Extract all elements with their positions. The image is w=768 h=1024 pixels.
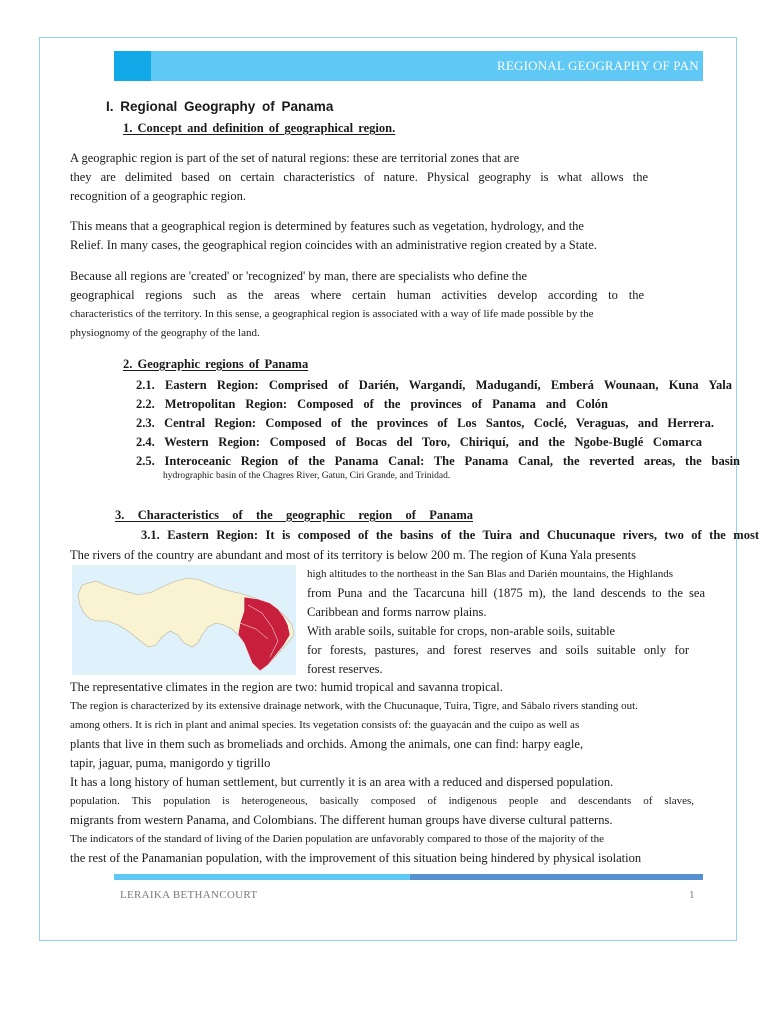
text-line: forest reserves. [307, 662, 383, 676]
text-line: It has a long history of human settlement, but currently it is an area with a reduced and dispersed population. [70, 775, 614, 789]
beside-map-text [307, 565, 707, 679]
text-line: A geographic region is part of the set of natural regions: these are territorial zones that are [70, 151, 520, 165]
section1-paragraph2 [70, 217, 597, 255]
footer-line-right [410, 874, 703, 880]
text-line: With arable soils, suitable for crops, non-arable soils, suitable [307, 624, 616, 638]
header-bar [114, 51, 703, 81]
section3-subtitle-text: 3.1. Eastern Region: It is composed of the basins of the Tuira and Chucunaque rivers, two of the most [141, 528, 759, 542]
section3-title-text: 3. Characteristics of the geographic region of Panama [115, 508, 473, 522]
header-title: REGIONAL GEOGRAPHY OF PAN [497, 58, 699, 73]
after-map-text [70, 678, 694, 868]
text-line: physiognomy of the geography of the land. [70, 327, 260, 339]
text-line: plants that live in them such as bromeliads and orchids. Among the animals, one can find: harpy eagle, [70, 737, 584, 751]
list-item: 2.1. Eastern Region: Comprised of Darién, Wargandí, Madugandí, Emberá Wounaan, Kuna Yala [136, 378, 732, 392]
section2-note: hydrographic basin of the Chagres River, Gatun, Ciri Grande, and Trinidad. [163, 471, 451, 481]
text-line: Caribbean and forms narrow plains. [307, 605, 487, 619]
list-item: 2.4. Western Region: Composed of Bocas del Toro, Chiriquí, and the Ngobe-Buglé Comarca [136, 435, 702, 449]
panama-map-icon [72, 565, 296, 675]
text-line: The indicators of the standard of living of the Darien population are unfavorably compared to those of the majority of the [70, 833, 604, 845]
section3-title [115, 508, 473, 523]
main-heading [106, 99, 333, 114]
section1-paragraph1 [70, 149, 648, 206]
text-line: This means that a geographical region is determined by features such as vegetation, hydrology, and the [70, 219, 584, 233]
text-line: tapir, jaguar, puma, manigordo y tigrillo [70, 756, 271, 770]
header-accent [114, 51, 151, 81]
footer-line-left [114, 874, 410, 880]
heading-number: I. [106, 99, 114, 114]
list-item: 2.2. Metropolitan Region: Composed of the provinces of Panama and Colón [136, 397, 608, 411]
section1-title: 1. Concept and definition of geographical region. [123, 121, 396, 135]
text-line: migrants from western Panama, and Colombians. The different human groups have diverse cultural patterns. [70, 813, 613, 827]
text-line: among others. It is rich in plant and animal species. Its vegetation consists of: the guayacán and the cuipo as well as [70, 719, 580, 731]
text-line: Because all regions are 'created' or 'recognized' by man, there are specialists who define the [70, 269, 528, 283]
list-item: 2.3. Central Region: Composed of the provinces of Los Santos, Coclé, Veraguas, and Herrera. [136, 416, 714, 430]
text-line: high altitudes to the northeast in the San Blas and Darién mountains, the Highlands [307, 568, 673, 580]
regions-list [136, 376, 740, 471]
text-line: recognition of a geographic region. [70, 189, 246, 203]
text-line: from Puna and the Tacarcuna hill (1875 m), the land descends to the sea [307, 586, 705, 600]
list-item: 2.5. Interoceanic Region of the Panama Canal: The Panama Canal, the reverted areas, the basin [136, 454, 740, 468]
text-line: The region is characterized by its extensive drainage network, with the Chucunaque, Tuira, Tigre, and Sábalo rivers standing out. [70, 700, 638, 712]
text-line: characteristics of the territory. In this sense, a geographical region is associated with a way of life made possible by the [70, 308, 594, 320]
text-line: for forests, pastures, and forest reserves and soils suitable only for [307, 643, 689, 657]
text-line: The representative climates in the region are two: humid tropical and savanna tropical. [70, 680, 503, 694]
section3-line1: The rivers of the country are abundant and most of its territory is below 200 m. The region of Kuna Yala presents [70, 548, 636, 562]
heading-title: Regional Geography of Panama [120, 99, 334, 114]
section3-subtitle [141, 528, 759, 543]
footer-page-number: 1 [689, 889, 695, 901]
footer-author: LERAIKA BETHANCOURT [120, 889, 258, 901]
section1-paragraph3 [70, 267, 644, 343]
section2-title: 2. Geographic regions of Panama [123, 357, 309, 371]
text-line: Relief. In many cases, the geographical region coincides with an administrative region created by a State. [70, 238, 597, 252]
text-line: geographical regions such as the areas where certain human activities develop according to the [70, 288, 644, 302]
text-line: they are delimited based on certain characteristics of nature. Physical geography is what allows the [70, 170, 648, 184]
text-line: the rest of the Panamanian population, with the improvement of this situation being hindered by physical isolation [70, 851, 642, 865]
text-line: population. This population is heterogeneous, basically composed of indigenous people and descendants of slaves, [70, 795, 694, 807]
